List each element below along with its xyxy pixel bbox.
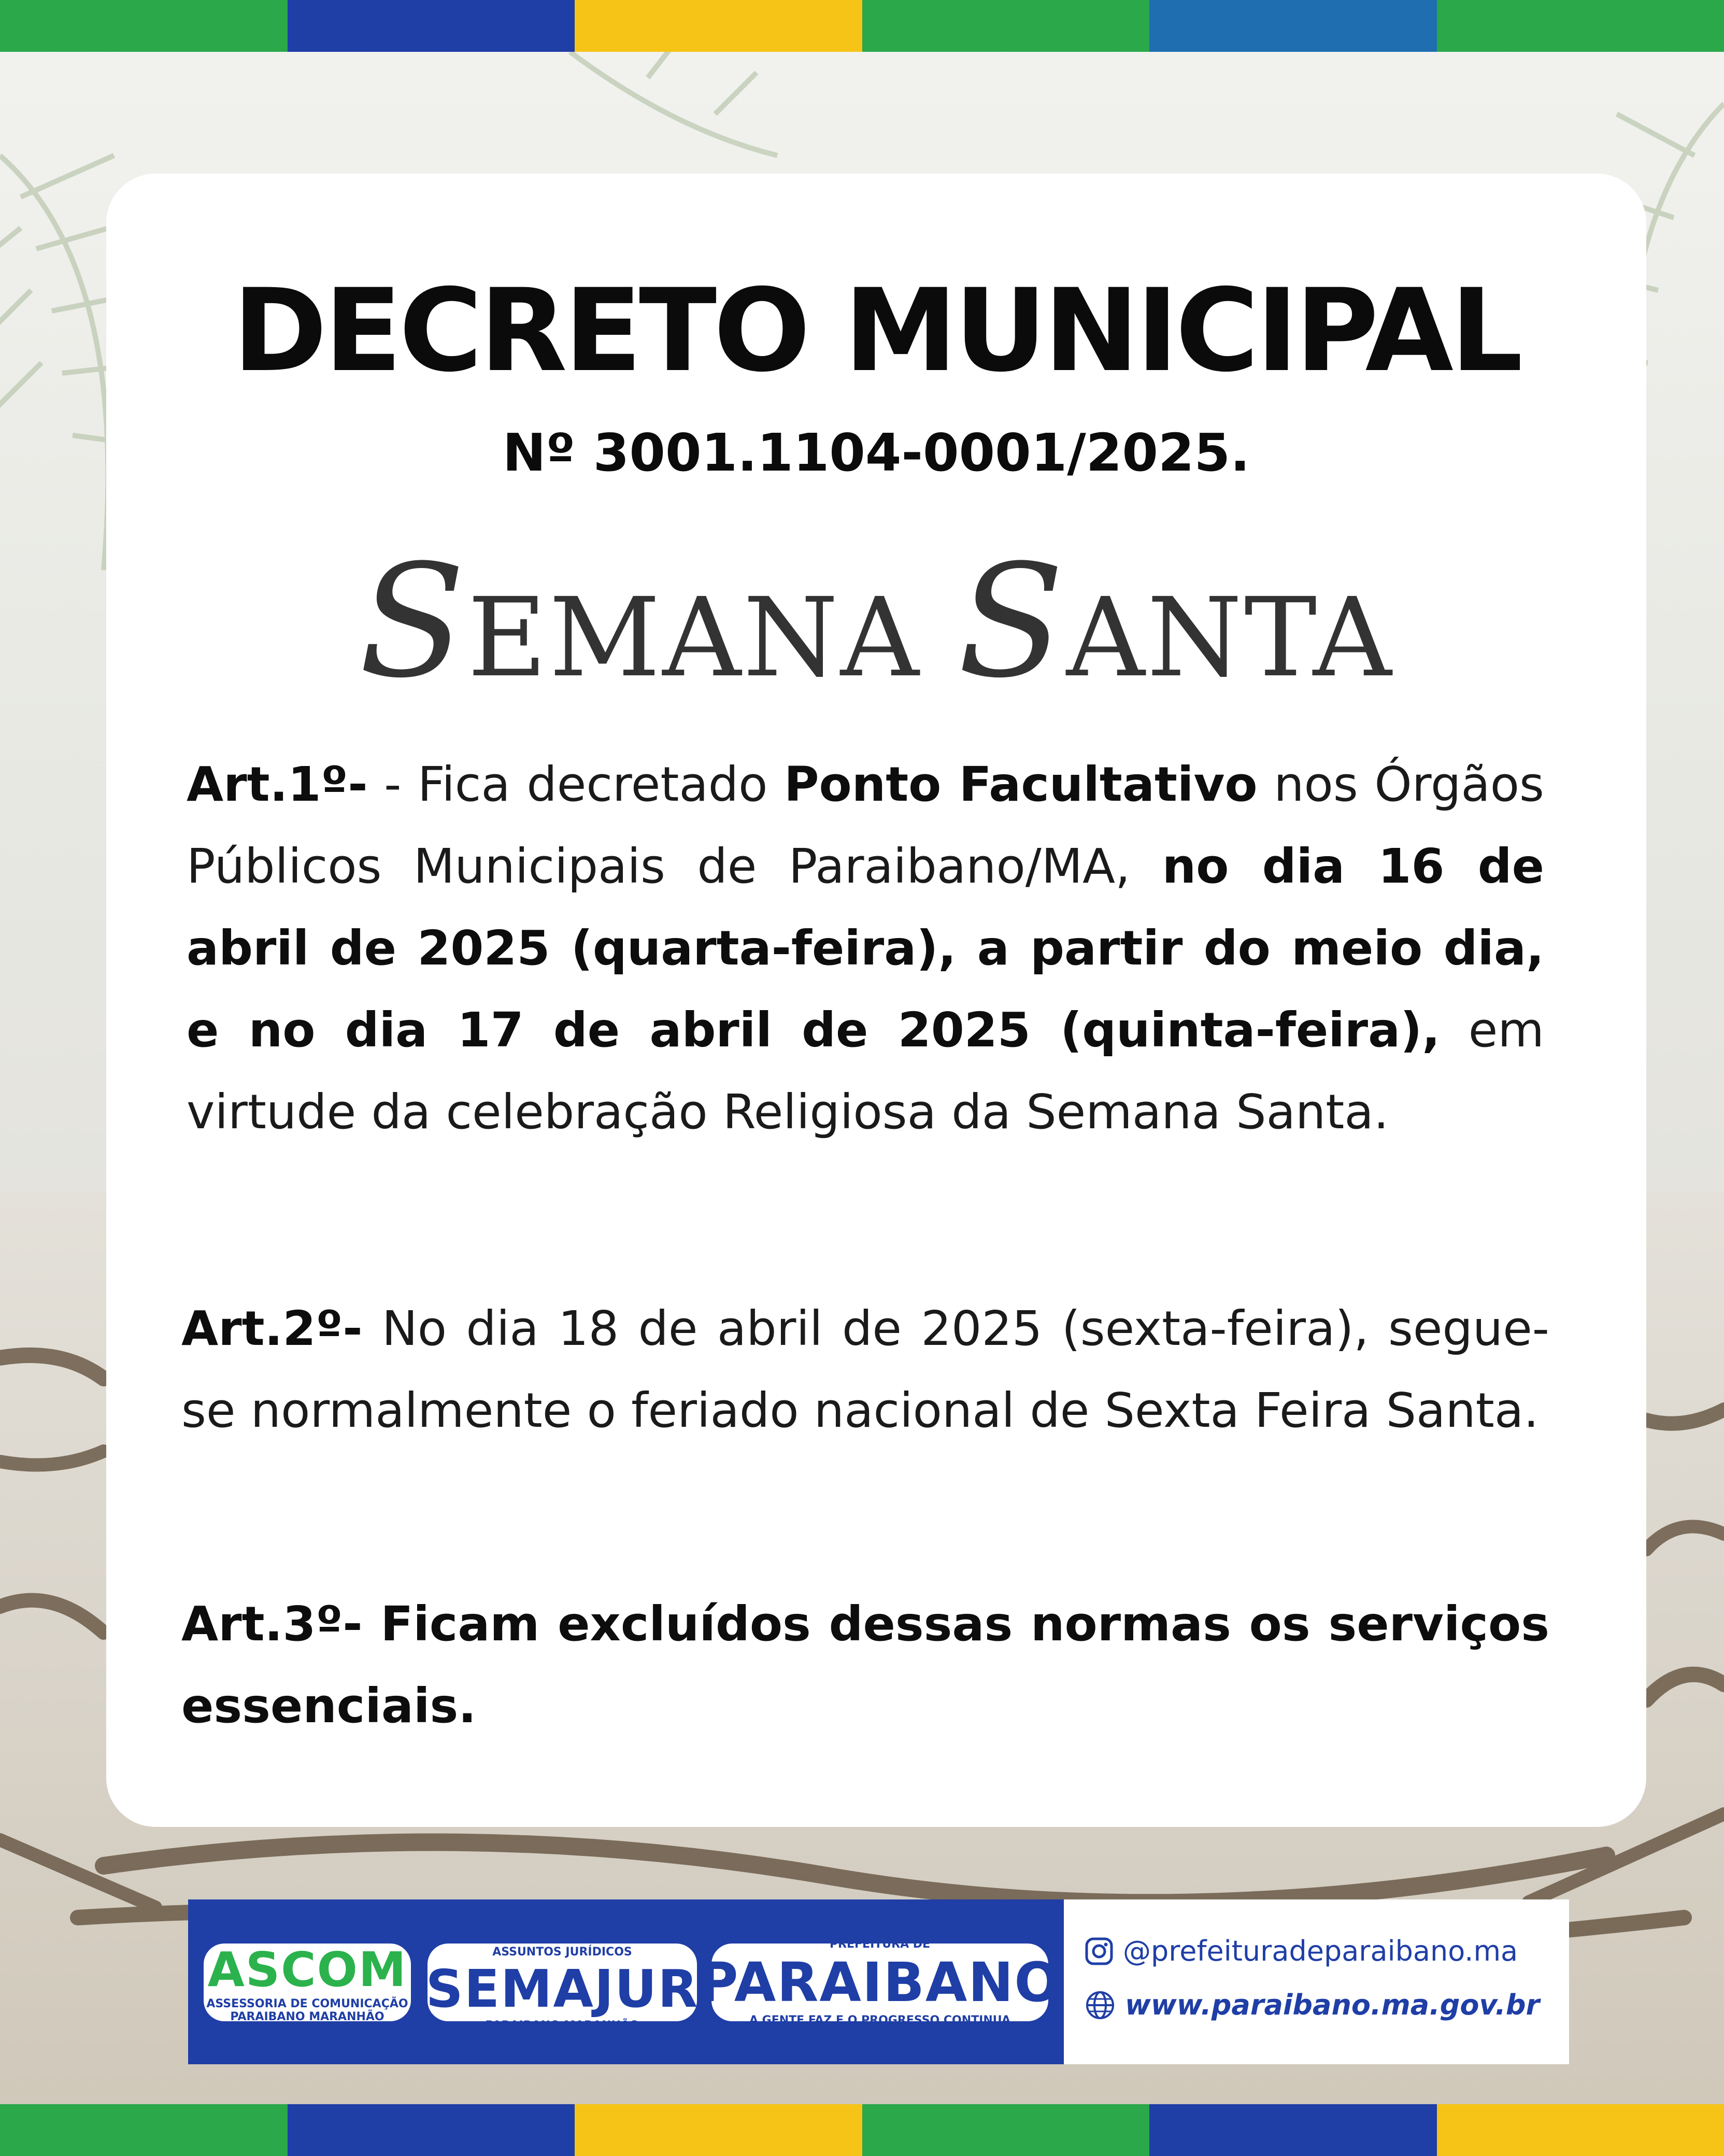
- decree-card: [106, 174, 1646, 1827]
- article-bold-text: no dia 16 de abril de 2025 (quarta-feira), a partir do meio dia, e no dia 17 de abril de 2025 (quinta-feira),: [187, 839, 1544, 1058]
- website-link[interactable]: [1085, 1989, 1540, 2021]
- article-label: Art.1º-: [187, 757, 368, 812]
- semajur-logo-subtitle: PARAIBANO MARANHÃO: [485, 2019, 639, 2032]
- prefeitura-logo-slogan: A GENTE FAZ E O PROGRESSO CONTINUA: [749, 2014, 1010, 2027]
- top-color-stripe: [0, 0, 1724, 52]
- event-word: ANTA: [1066, 574, 1394, 701]
- article-bold-text: Ponto Facultativo: [784, 757, 1258, 812]
- article-text: em virtude da celebração Religiosa da Semana Santa.: [187, 1002, 1544, 1140]
- prefeitura-logo-text: PARAIBANO: [699, 1951, 1061, 2014]
- decree-number: Nº 3001.1104-0001/2025.: [502, 422, 1250, 483]
- article-2: [181, 1288, 1549, 1452]
- article-text: No dia 18 de abril de 2025 (sexta-feira), segue-se normalmente o feriado nacional de Sexta Feira Santa.: [181, 1301, 1549, 1438]
- bottom-color-stripe: [0, 2104, 1724, 2156]
- semajur-logo-top: SECRETARIA MUNICIPAL DE: [475, 1933, 649, 1946]
- article-text: - Fica decretado: [367, 757, 785, 812]
- ascom-logo: [204, 1941, 411, 2023]
- article-text: nos Órgãos Públicos Municipais de Paraibano/MA,: [187, 757, 1544, 894]
- page-title: DECRETO MUNICIPAL: [232, 264, 1520, 397]
- prefeitura-logo: [699, 1938, 1061, 2027]
- article-label: Art.3º-: [181, 1596, 363, 1652]
- event-word: EMANA: [467, 574, 958, 701]
- stripe-segment: [862, 2104, 1150, 2156]
- stripe-segment: [1149, 2104, 1437, 2156]
- article-label: Art.2º-: [181, 1301, 363, 1356]
- semajur-logo: [425, 1933, 699, 2032]
- instagram-handle: @prefeituradeparaibano.ma: [1123, 1935, 1518, 1967]
- stripe-segment: [288, 2104, 575, 2156]
- stripe-segment: [288, 0, 575, 52]
- stripe-segment: [575, 0, 862, 52]
- event-initial: S: [958, 531, 1066, 712]
- ascom-logo-subtitle: ASSESSORIA DE COMUNICAÇÃO: [206, 1997, 408, 2010]
- stripe-segment: [862, 0, 1150, 52]
- instagram-link[interactable]: [1085, 1935, 1518, 1967]
- event-title: [106, 531, 1646, 712]
- footer-logos-bar: [188, 1899, 1064, 2064]
- ascom-logo-text: ASCOM: [207, 1941, 407, 1997]
- footer-contact: [1064, 1899, 1569, 2064]
- article-3: [181, 1583, 1549, 1747]
- article-text: Ficam excluídos dessas normas os serviços essenciais.: [181, 1596, 1549, 1734]
- stripe-segment: [0, 2104, 288, 2156]
- semajur-logo-text: SEMAJUR: [425, 1959, 699, 2019]
- stripe-segment: [1437, 2104, 1724, 2156]
- semajur-logo-top: ASSUNTOS JURÍDICOS: [492, 1946, 632, 1959]
- website-url: www.paraibano.ma.gov.br: [1125, 1989, 1540, 2021]
- stripe-segment: [1437, 0, 1724, 52]
- globe-icon: [1085, 1990, 1116, 2021]
- ascom-logo-subtitle: PARAIBANO MARANHÃO: [230, 2010, 384, 2023]
- stripe-segment: [1149, 0, 1437, 52]
- article-1: [187, 744, 1544, 1153]
- stripe-segment: [575, 2104, 862, 2156]
- event-initial: S: [359, 531, 468, 712]
- instagram-icon: [1085, 1937, 1114, 1966]
- prefeitura-logo-top: PREFEITURA DE: [829, 1938, 931, 1951]
- stripe-segment: [0, 0, 288, 52]
